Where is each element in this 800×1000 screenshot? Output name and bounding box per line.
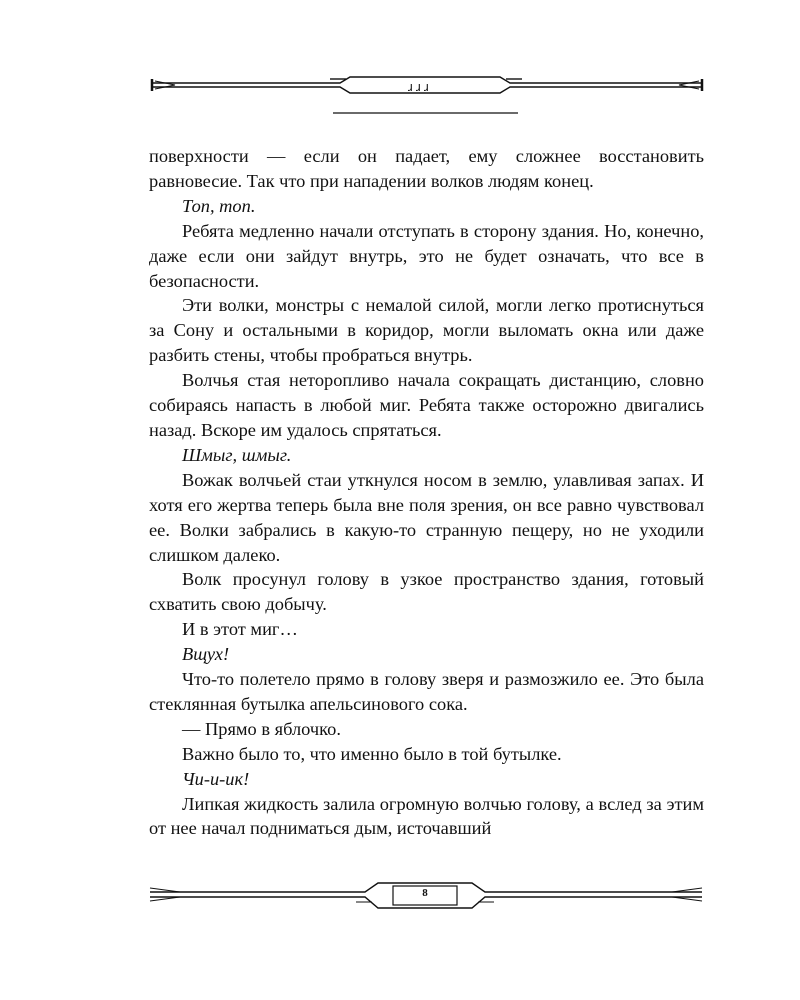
paragraph: Шмыг, шмыг. <box>182 444 292 465</box>
header-mark: ɹɹɹ <box>408 80 432 94</box>
paragraph: Чи-и-ик! <box>182 768 250 789</box>
paragraph: Ребята медленно начали отступать в сторону здания. Но, конечно, даже если они зайдут внутрь, это не будет означать, что все в безопасности. <box>149 220 704 291</box>
paragraph: — Прямо в яблочко. <box>182 718 341 739</box>
paragraph: Топ, топ. <box>182 195 256 216</box>
paragraph: поверхности — если он падает, ему сложнее восстановить равновесие. Так что при нападении волков людям конец. <box>149 146 704 191</box>
paragraph: Эти волки, монстры с немалой силой, могли легко протиснуться за Сону и остальными в коридор, могли выломать окна или даже разбить стены, чтобы пробраться внутрь. <box>149 295 704 366</box>
paragraph: Липкая жидкость залила огромную волчью голову, а вслед за этим от нее начал подниматься дым, источавший <box>149 793 704 839</box>
body-text <box>149 144 704 841</box>
paragraph: Вщух! <box>182 644 230 665</box>
page-number: 8 <box>422 887 428 899</box>
paragraph: Важно было то, что именно было в той бутылке. <box>182 743 562 764</box>
footer-ornament <box>0 878 800 920</box>
paragraph: Что-то полетело прямо в голову зверя и размозжило ее. Это была стеклянная бутылка апельсинового сока. <box>149 669 704 714</box>
paragraph: Волчья стая неторопливо начала сокращать дистанцию, словно собираясь напасть в любой миг. Ребята также осторожно двигались назад. Вскоре им удалось спрятаться. <box>149 370 704 440</box>
paragraph: Волк просунул голову в узкое пространство здания, готовый схватить свою добычу. <box>149 569 704 615</box>
paragraph: И в этот миг… <box>182 619 298 640</box>
paragraph: Вожак волчьей стаи уткнулся носом в землю, улавливая запах. И хотя его жертва теперь была вне поля зрения, он все равно чувствовал ее. Волки забрались в какую-то странную пещеру, но не уходили слишком далеко. <box>149 469 704 565</box>
